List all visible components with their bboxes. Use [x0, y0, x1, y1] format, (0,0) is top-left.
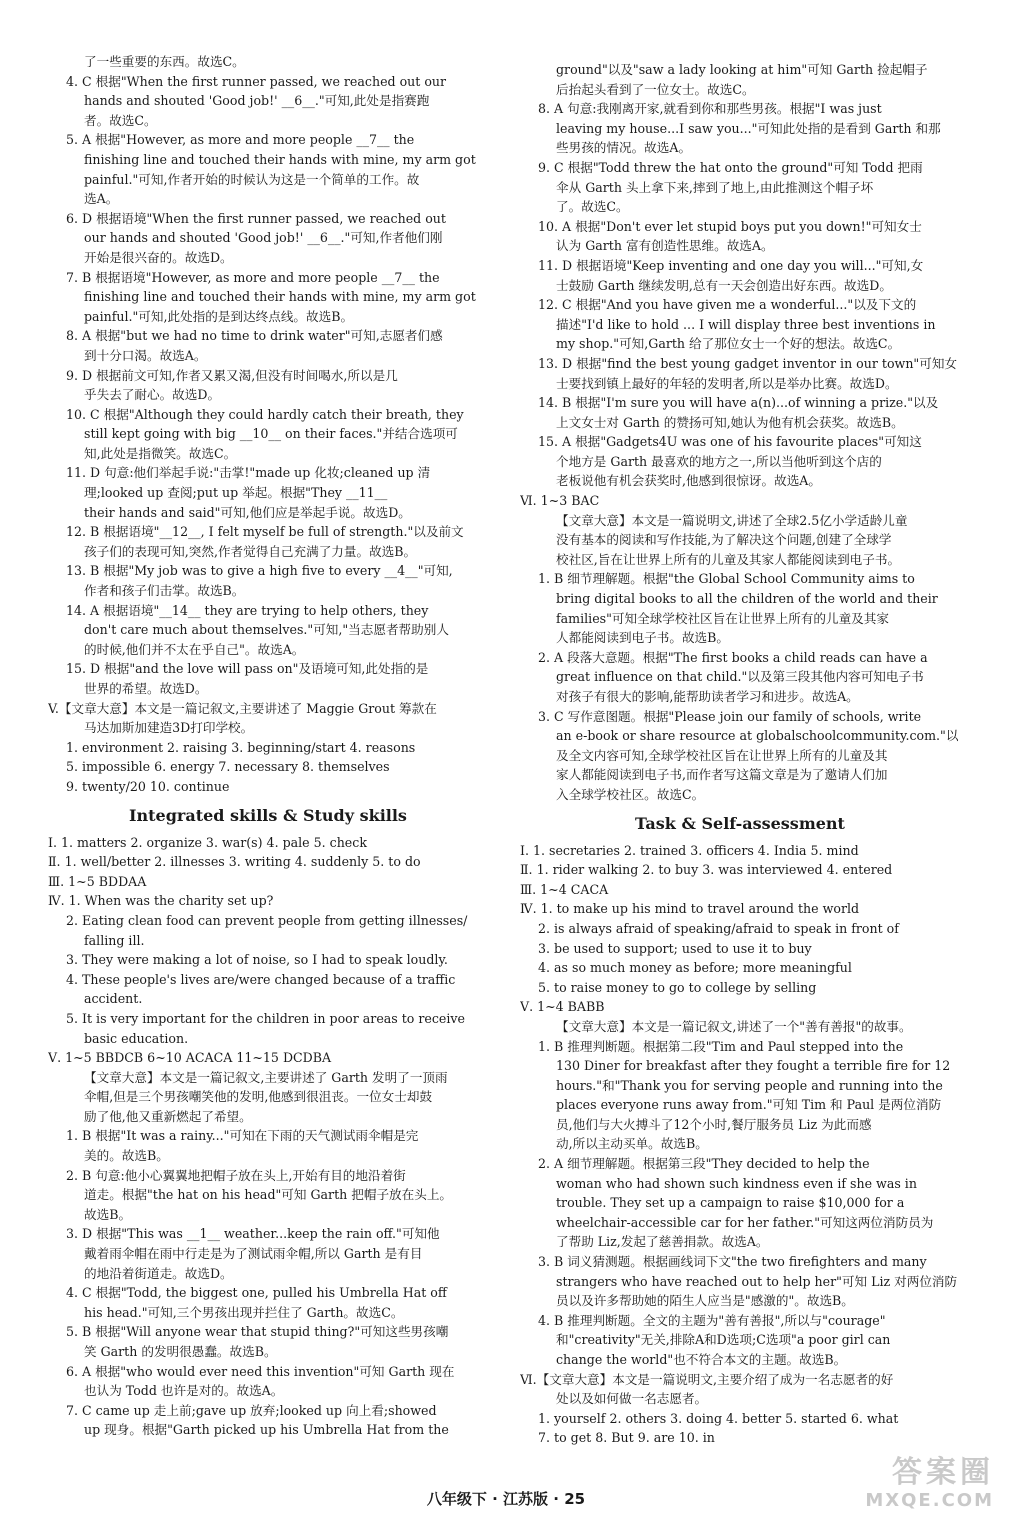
answer-line: 和"creativity"无关,排除A和D选项;C选项"a poor girl can	[556, 1332, 891, 1348]
answer-line: 的时候,他们并不太在乎自己"。故选A。	[84, 641, 305, 657]
answer-line: 士鼓励 Garth 继续发明,总有一天会创造出好东西。故选D。	[556, 277, 892, 293]
answer-line: 伞从 Garth 头上拿下来,摔到了地上,由此推测这个帽子坏	[556, 179, 874, 195]
answer-line: 5. It is very important for the children in poor areas to receive	[66, 1010, 465, 1026]
answer-line: ground"以及"saw a lady looking at him"可知 Garth 捡起帽子	[556, 62, 928, 77]
answer-line: 13. D 根据"find the best young gadget inventor in our town"可知女	[538, 355, 958, 371]
answer-line: Ⅳ. 1. When was the charity set up?	[48, 893, 274, 909]
answer-line: 励了他,他又重新燃起了希望。	[84, 1108, 252, 1124]
answer-line: 道走。根据"the hat on his head"可知 Garth 把帽子放在头上。	[84, 1187, 453, 1203]
answer-line: woman who had shown such kindness even if she was in	[556, 1175, 917, 1191]
answer-line: 12. B 根据语境"__12__, I felt myself be full of strength."以及前文	[66, 524, 464, 540]
answer-line: 1. yourself 2. others 3. doing 4. better 5. started 6. what	[538, 1410, 899, 1426]
watermark-url: MXQE.COM	[865, 1490, 994, 1511]
answer-line: V.【文章大意】本文是一篇记叙文,主要讲述了 Maggie Grout 筹款在	[48, 700, 437, 716]
answer-line: my shop."可知,Garth 给了那位女士一个好的想法。故选C。	[556, 336, 901, 352]
answer-line: 了一些重要的东西。故选C。	[84, 54, 245, 69]
answer-line: 描述"I'd like to hold ... I will display three best inventions in	[556, 316, 936, 332]
answer-line: 3. B 词义猜测题。根据画线词下文"the two firefighters and many	[538, 1254, 927, 1270]
left-answers-bottom	[48, 833, 488, 1440]
answer-line: 3. D 根据"This was __1__ weather...keep the rain off."可知他	[66, 1226, 440, 1242]
answer-line: 14. A 根据语境"__14__ they are trying to help others, they	[66, 602, 429, 618]
answer-line: 入全球学校社区。故选C。	[556, 786, 705, 802]
answer-line: bring digital books to all the children of the world and their	[556, 591, 938, 607]
answer-line: Ⅳ. 1. to make up his mind to travel around the world	[520, 901, 860, 917]
answer-line: 14. B 根据"I'm sure you will have a(n)...of winning a prize."以及	[538, 395, 939, 411]
answer-line: 也认为 Todd 也许是对的。故选A。	[84, 1383, 284, 1399]
section-heading-task-self-assessment: Task & Self-assessment	[635, 813, 845, 833]
answer-line: 130 Diner for breakfast after they fought a terrible fire for 12	[556, 1058, 951, 1074]
answer-line: hands and shouted 'Good job!' __6__."可知,此处是指赛跑	[84, 93, 430, 109]
right-answers-bottom	[520, 841, 960, 1448]
answer-line: 7. C came up 走上前;gave up 放弃;looked up 向上看;showed	[66, 1402, 437, 1418]
left-answers-top	[48, 52, 488, 797]
answer-line: finishing line and touched their hands with mine, my arm got	[84, 151, 476, 167]
answer-line: 孩子们的表现可知,突然,作者觉得自己充满了力量。故选B。	[84, 543, 417, 559]
answer-line: basic education.	[84, 1030, 189, 1046]
answer-line: Ⅰ. 1. matters 2. organize 3. war(s) 4. pale 5. check	[48, 834, 367, 850]
answer-line: 9. twenty/20 10. continue	[66, 778, 230, 794]
answer-line: 知,此处是指微笑。故选C。	[84, 445, 237, 461]
answer-line: 6. D 根据语境"When the first runner passed, we reached out	[66, 210, 446, 226]
answer-line: 动,所以主动买单。故选B。	[556, 1136, 708, 1152]
answer-line: 2. is always afraid of speaking/afraid to speak in front of	[538, 920, 899, 936]
answer-line: 【文章大意】本文是一篇记叙文,主要讲述了 Garth 发明了一顶雨	[84, 1069, 448, 1085]
answer-line: 【文章大意】本文是一篇说明文,讲述了全球2.5亿小学适龄儿童	[556, 512, 908, 528]
section-heading-integrated-skills: Integrated skills & Study skills	[129, 805, 407, 825]
watermark-logo	[824, 1456, 994, 1516]
answer-line: families"可知全球学校社区旨在让世界上所有的儿童及其家	[556, 610, 889, 626]
answer-line: 8. A 句意:我刚离开家,就看到你和那些男孩。根据"I was just	[538, 101, 882, 117]
answer-line: Ⅵ.【文章大意】本文是一篇说明文,主要介绍了成为一名志愿者的好	[520, 1371, 894, 1387]
answer-line: hours."和"Thank you for serving people and running into the	[556, 1077, 943, 1093]
answer-line: 对孩子有很大的影响,能帮助读者学习和进步。故选A。	[556, 689, 859, 704]
answer-line: 9. D 根据前文可知,作者又累又渴,但没有时间喝水,所以是几	[66, 367, 398, 383]
answer-line: 13. B 根据"My job was to give a high five to every __4__"可知,	[66, 563, 453, 579]
answer-line: 2. B 句意:他小心翼翼地把帽子放在头上,开始有目的地沿着街	[66, 1167, 406, 1183]
answer-line: an e-book or share resource at globalschoolcommunity.com."以	[556, 728, 959, 744]
answer-line: 4. C 根据"When the first runner passed, we reached out our	[66, 73, 447, 89]
answer-line: Ⅲ. 1~4 CACA	[520, 881, 609, 897]
answer-line: 人都能阅读到电子书。故选B。	[556, 630, 729, 646]
answer-line: Ⅱ. 1. rider walking 2. to buy 3. was interviewed 4. entered	[520, 862, 893, 878]
answer-line: 5. to raise money to go to college by selling	[538, 979, 817, 995]
right-column	[520, 60, 960, 1448]
answer-line: 世界的希望。故选D。	[84, 681, 208, 696]
answer-line: 11. D 句意:他们举起手说:"击掌!"made up 化妆;cleaned up 清	[66, 465, 431, 481]
answer-line: 认为 Garth 富有创造性思维。故选A。	[556, 238, 774, 254]
left-column	[48, 52, 488, 1440]
answer-line: strangers who have reached out to help her"可知 Liz 对两位消防	[556, 1273, 958, 1289]
answer-line: 到十分口渴。故选A。	[84, 347, 207, 363]
answer-line: Ⅱ. 1. well/better 2. illnesses 3. writing 4. suddenly 5. to do	[48, 854, 421, 870]
answer-line: painful."可知,作者开始的时候认为这是一个简单的工作。故	[84, 171, 420, 187]
right-answers-top	[520, 60, 960, 805]
answer-line: 士要找到镇上最好的年轻的发明者,所以是举办比赛。故选D。	[556, 375, 898, 391]
answer-line: don't care much about themselves."可知,"当志愿者帮助别人	[84, 622, 449, 638]
watermark-text: 答案圈	[892, 1455, 994, 1490]
answer-line: 2. A 细节理解题。根据第三段"They decided to help the	[538, 1156, 870, 1172]
answer-line: up 现身。根据"Garth picked up his Umbrella Hat from the	[84, 1422, 449, 1438]
answer-line: places everyone runs away from."可知 Tim 和 Paul 是两位消防	[556, 1097, 942, 1113]
answer-line: finishing line and touched their hands with mine, my arm got	[84, 289, 476, 305]
answer-line: 3. They were making a lot of noise, so I had to speak loudly.	[66, 952, 448, 968]
answer-line: change the world"也不符合本文的主题。故选B。	[556, 1352, 847, 1367]
answer-line: 后抬起头看到了一位女士。故选C。	[556, 81, 755, 97]
answer-line: 10. C 根据"Although they could hardly catch their breath, they	[66, 406, 464, 422]
answer-line: 1. environment 2. raising 3. beginning/start 4. reasons	[66, 739, 416, 755]
answer-line: 理;looked up 查阅;put up 举起。根据"They __11__	[84, 485, 388, 501]
answer-line: 11. D 根据语境"Keep inventing and one day you will..."可知,女	[538, 257, 924, 273]
answer-line: 8. A 根据"but we had no time to drink water"可知,志愿者们感	[66, 328, 443, 344]
answer-line: 了帮助 Liz,发起了慈善捐款。故选A。	[556, 1234, 769, 1250]
answer-line: 4. C 根据"Todd, the biggest one, pulled his Umbrella Hat off	[66, 1285, 447, 1301]
answer-line: 15. D 根据"and the love will pass on"及语境可知,此处指的是	[66, 661, 429, 677]
answer-line: his head."可知,三个男孩出现并拦住了 Garth。故选C。	[84, 1304, 404, 1320]
answer-line: 4. B 推理判断题。全文的主题为"善有善报",所以与"courage"	[538, 1312, 886, 1328]
answer-line: Ⅰ. 1. secretaries 2. trained 3. officers 4. India 5. mind	[520, 842, 859, 858]
answer-line: 些男孩的情况。故选A。	[556, 140, 692, 156]
answer-line: accident.	[84, 991, 143, 1007]
answer-line: 5. B 根据"Will anyone wear that stupid thing?"可知这些男孩嘲	[66, 1324, 449, 1340]
answer-line: 伞帽,但是三个男孩嘲笑他的发明,他感到很沮丧。一位女士却鼓	[84, 1089, 433, 1105]
answer-line: 1. B 细节理解题。根据"the Global School Community aims to	[538, 571, 915, 587]
answer-line: 1. B 推理判断题。根据第二段"Tim and Paul stepped into the	[538, 1038, 904, 1054]
answer-line: 12. C 根据"And you have given me a wonderful..."以及下文的	[538, 297, 917, 313]
answer-line: 的地沿着街道走。故选D。	[84, 1265, 233, 1281]
answer-line: 选A。	[84, 191, 119, 207]
answer-line: painful."可知,此处指的是到达终点线。故选B。	[84, 308, 354, 324]
answer-line: 家人都能阅读到电子书,而作者写这篇文章是为了邀请人们加	[556, 767, 888, 783]
answer-line: 者。故选C。	[84, 112, 157, 128]
answer-line: 美的。故选B。	[84, 1148, 169, 1164]
answer-line: 了。故选C。	[556, 199, 629, 215]
answer-line: 10. A 根据"Don't ever let stupid boys put you down!"可知女士	[538, 218, 922, 234]
answer-line: 没有基本的阅读和写作技能,为了解决这个问题,创建了全球学	[556, 532, 892, 548]
answer-line: 故选B。	[84, 1206, 132, 1222]
answer-line: 9. C 根据"Todd threw the hat onto the ground"可知 Todd 把雨	[538, 159, 923, 175]
answer-line: 戴着雨伞帽在雨中行走是为了测试雨伞帽,所以 Garth 是有目	[84, 1246, 423, 1262]
answer-line: 老板说他有机会获奖时,他感到很惊讶。故选A。	[556, 473, 821, 489]
page-footer: 八年级下 · 江苏版 · 25	[426, 1490, 586, 1508]
answer-line: leaving my house...I saw you..."可知此处指的是看到 Garth 和那	[556, 120, 941, 136]
answer-line: Ⅲ. 1~5 BDDAA	[48, 873, 147, 889]
answer-line: 7. B 根据语境"However, as more and more people __7__ the	[66, 269, 440, 285]
answer-line: 3. be used to support; used to use it to buy	[538, 940, 812, 956]
answer-line: their hands and said"可知,他们应是举起手说。故选D。	[84, 504, 411, 520]
answer-line: wheelchair-accessible car for her father."可知这两位消防员为	[556, 1214, 934, 1230]
answer-line: falling ill.	[84, 932, 145, 948]
answer-line: 【文章大意】本文是一篇记叙文,讲述了一个"善有善报"的故事。	[556, 1018, 912, 1034]
answer-line: 员,他们与大火搏斗了12个小时,餐厅服务员 Liz 为此而感	[556, 1116, 872, 1132]
answer-line: 7. to get 8. But 9. are 10. in	[538, 1430, 715, 1446]
answer-line: 4. as so much money as before; more meaningful	[538, 960, 852, 976]
answer-line: great influence on that child."以及第三段其他内容可知电子书	[556, 669, 924, 685]
answer-line: 2. Eating clean food can prevent people from getting illnesses/	[66, 912, 468, 928]
answer-line: 3. C 写作意图题。根据"Please join our family of schools, write	[538, 708, 922, 724]
answer-line: 及全文内容可知,全球学校社区旨在让世界上所有的儿童及其	[556, 747, 888, 763]
answer-line: still kept going with big __10__ on their faces."并结合选项可	[84, 426, 458, 442]
answer-line: Ⅴ. 1~4 BABB	[520, 999, 605, 1015]
answer-line: 5. A 根据"However, as more and more people __7__ the	[66, 132, 415, 148]
answer-line: 员以及许多帮助她的陌生人应当是"感激的"。故选B。	[556, 1293, 854, 1309]
answer-line: 个地方是 Garth 最喜欢的地方之一,所以当他听到这个店的	[556, 453, 882, 469]
answer-line: 上文女士对 Garth 的赞扬可知,她认为他有机会获奖。故选B。	[556, 414, 904, 430]
answer-line: Ⅵ. 1~3 BAC	[520, 493, 600, 509]
answer-line: trouble. They set up a campaign to raise $10,000 for a	[556, 1195, 905, 1211]
answer-line: 15. A 根据"Gadgets4U was one of his favourite places"可知这	[538, 434, 922, 450]
answer-line: 处以及如何做一名志愿者。	[556, 1391, 708, 1407]
answer-line: 4. These people's lives are/were changed because of a traffic	[66, 971, 456, 987]
answer-line: 6. A 根据"who would ever need this invention"可知 Garth 现在	[66, 1363, 455, 1379]
answer-line: 开始是很兴奋的。故选D。	[84, 249, 233, 265]
answer-line: 1. B 根据"It was a rainy..."可知在下雨的天气测试雨伞帽是完	[66, 1128, 419, 1144]
answer-line: 2. A 段落大意题。根据"The first books a child reads can have a	[538, 649, 928, 665]
answer-line: 校社区,旨在让世界上所有的儿童及其家人都能阅读到电子书。	[556, 551, 901, 567]
answer-line: 作者和孩子们击掌。故选B。	[84, 583, 245, 599]
answer-line: 马达加斯加建造3D打印学校。	[84, 720, 254, 736]
answer-line: 乎失去了耐心。故选D。	[84, 387, 221, 403]
answer-line: 5. impossible 6. energy 7. necessary 8. themselves	[66, 759, 390, 775]
answer-line: Ⅴ. 1~5 BBDCB 6~10 ACACA 11~15 DCDBA	[48, 1050, 332, 1066]
answer-line: 笑 Garth 的发明很愚蠢。故选B。	[84, 1344, 277, 1359]
answer-line: our hands and shouted 'Good job!' __6__."可知,作者他们刚	[84, 230, 443, 246]
